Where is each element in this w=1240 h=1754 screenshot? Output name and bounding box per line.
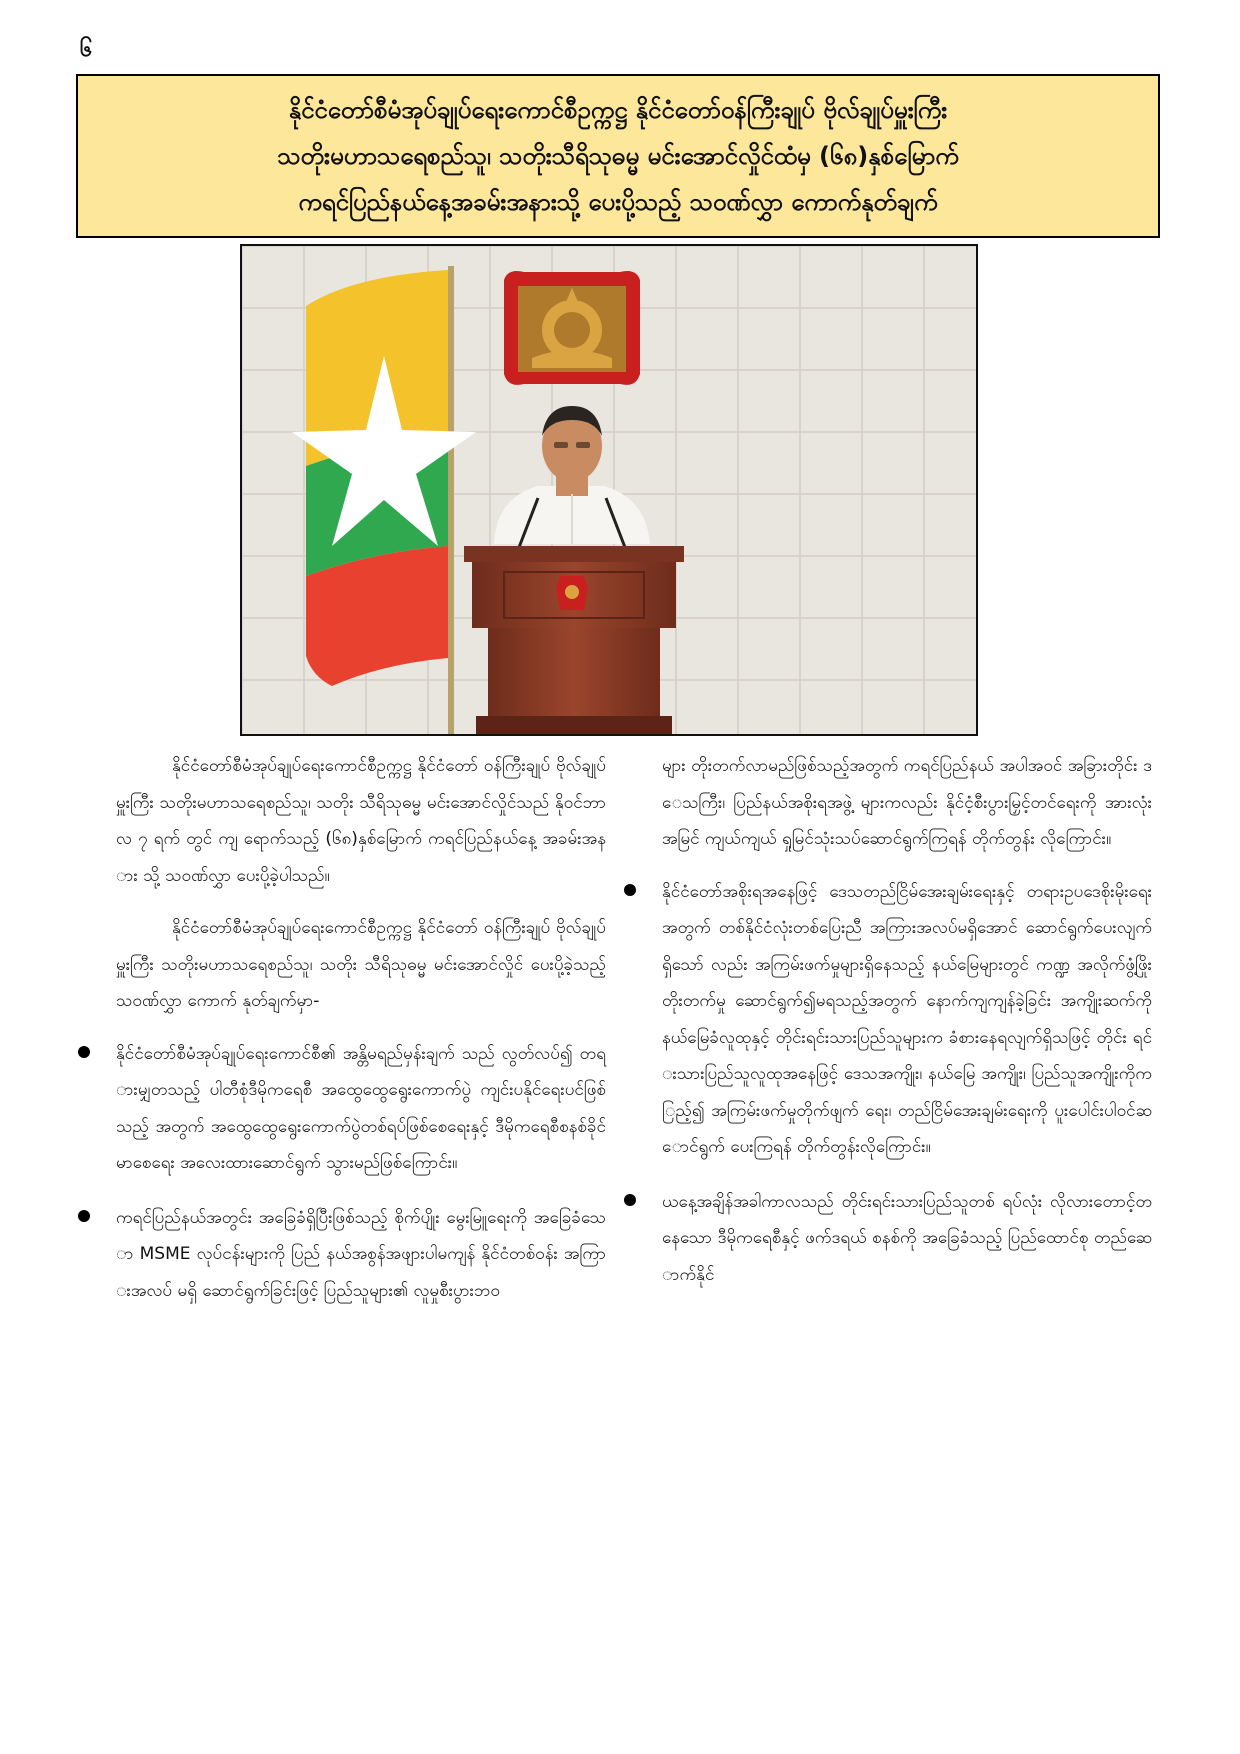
title-line-1: နိုင်ငံတော်စီမံအုပ်ချုပ်ရေးကောင်စီဥက္ကဋ္ဌ နိုင်ငံတော်ဝန်ကြီးချုပ် ဗိုလ်ချုပ်မှူးကြီး [288, 96, 948, 124]
list-item [116, 1200, 606, 1310]
bullet-icon [624, 884, 636, 896]
title-box [76, 74, 1160, 238]
bullet-text: ကရင်ပြည်နယ်အတွင်း အခြေခံရှိပြီးဖြစ်သည့် စိုက်ပျိုး မွေးမြူရေးကို အခြေခံသော MSME လုပ်ငန်းများကို ပြည် နယ်အစွန်အဖျားပါမကျန် နိုင်ငံတစ်ဝန်း အကြားအလပ် မရှိ ဆောင်ရွက်ခြင်းဖြင့် ပြည်သူများ၏ လူမှုစီးပွားဘဝ [116, 1207, 606, 1301]
podium [464, 546, 684, 734]
title-line-3: ကရင်ပြည်နယ်နေ့အခမ်းအနားသို့ ပေးပို့သည့် သဝဏ်လွှာ ကောက်နုတ်ချက် [298, 188, 938, 216]
list-item [662, 874, 1152, 1166]
bullet-icon [78, 1210, 90, 1222]
bullet-text: နိုင်ငံတော်အစိုးရအနေဖြင့် ဒေသတည်ငြိမ်အေးချမ်းရေးနှင့် တရားဥပဒေစိုးမိုးရေးအတွက် တစ်နိုင်ငံလုံးတစ်ပြေးညီ အကြားအလပ်မရှိအောင် ဆောင်ရွက်ပေးလျက်ရှိသော် လည်း အကြမ်းဖက်မှုများရှိနေသည့် နယ်မြေများတွင် ကဏ္ဍ အလိုက်ဖွံ့ဖြိုးတိုးတက်မှု ဆောင်ရွက်၍မရသည့်အတွက် နောက်ကျကျန်ခဲ့ခြင်း အကျိုးဆက်ကို နယ်မြေခံလူထုနှင့် တိုင်းရင်းသားပြည်သူများက ခံစားနေရလျက်ရှိသဖြင့် တိုင်း ရင်းသားပြည်သူလူထုအနေဖြင့် ဒေသအကျိုး၊ နယ်မြေ အကျိုး၊ ပြည်သူအကျိုးကိုကြည့်၍ အကြမ်းဖက်မှုတိုက်ဖျက် ရေး၊ တည်ငြိမ်အေးချမ်းရေးကို ပူးပေါင်းပါဝင်ဆောင်ရွက် ပေးကြရန် တိုက်တွန်းလိုကြောင်း။ [662, 881, 1152, 1157]
left-column [116, 748, 606, 1327]
continued-paragraph: များ တိုးတက်လာမည်ဖြစ်သည့်အတွက် ကရင်ပြည်နယ် အပါအဝင် အခြားတိုင်း ဒေသကြီး၊ ပြည်နယ်အစိုးရအဖွဲ့ များကလည်း နိုင်ငံ့စီးပွားမြှင့်တင်ရေးကို အားလုံးအမြင် ကျယ်ကျယ် ရှုမြင်သုံးသပ်ဆောင်ရွက်ကြရန် တိုက်တွန်း လိုကြောင်း။ [662, 756, 1152, 849]
intro-paragraph: နိုင်ငံတော်စီမံအုပ်ချုပ်ရေးကောင်စီဥက္ကဋ္ဌ နိုင်ငံတော် ဝန်ကြီးချုပ် ဗိုလ်ချုပ်မှူးကြီး သတိုးမဟာသရေစည်သူ၊ သတိုး သီရိသုဓမ္မ မင်းအောင်လှိုင်သည် နိုဝင်ဘာလ ၇ ရက် တွင် ကျ ရောက်သည့် (၆၈)နှစ်မြောက် ကရင်ပြည်နယ်နေ့ အခမ်းအနား သို့ သဝဏ်လွှာ ပေးပို့ခဲ့ပါသည်။ [116, 756, 606, 886]
bullet-icon [78, 1046, 90, 1058]
bullet-text: ယနေ့အချိန်အခါကာလသည် တိုင်းရင်းသားပြည်သူတစ် ရပ်လုံး လိုလားတောင့်တနေသော ဒီမိုကရေစီနှင့် ဖက်ဒရယ် စနစ်ကို အခြေခံသည့် ပြည်ထောင်စု တည်ဆောက်နိုင် [662, 1191, 1152, 1285]
right-column [662, 748, 1152, 1311]
bullet-text: နိုင်ငံတော်စီမံအုပ်ချုပ်ရေးကောင်စီ၏ အန္တိမရည်မှန်းချက် သည် လွတ်လပ်၍ တရားမျှတသည့် ပါတီစုံဒီမိုကရေစီ အထွေထွေရွေးကောက်ပွဲ ကျင်းပနိုင်ရေးပင်ဖြစ်သည့် အတွက် အထွေထွေရွေးကောက်ပွဲတစ်ရပ်ဖြစ်စေရေးနှင့် ဒီမိုကရေစီစနစ်ခိုင်မာစေရေး အလေးထားဆောင်ရွက် သွားမည်ဖြစ်ကြောင်း။ [116, 1043, 606, 1173]
bullet-icon [624, 1194, 636, 1206]
title-line-2: သတိုးမဟာသရေစည်သူ၊ သတိုးသီရိသုဓမ္မ မင်းအောင်လှိုင်ထံမှ (၆၈)နှစ်မြောက် [277, 142, 959, 170]
list-item [662, 1184, 1152, 1294]
page-number: ၆ [80, 37, 93, 62]
speech-photo [240, 244, 978, 736]
podium-emblem-icon [556, 576, 588, 610]
state-emblem-icon [504, 271, 640, 385]
list-item [116, 1036, 606, 1182]
extract-intro-paragraph: နိုင်ငံတော်စီမံအုပ်ချုပ်ရေးကောင်စီဥက္ကဋ္ဌ နိုင်ငံတော် ဝန်ကြီးချုပ် ဗိုလ်ချုပ်မှူးကြီး သတိုးမဟာသရေစည်သူ၊ သတိုး သီရိသုဓမ္မ မင်းအောင်လှိုင် ပေးပို့ခဲ့သည့် သဝဏ်လွှာ ကောက် နုတ်ချက်မှာ- [116, 918, 606, 1011]
